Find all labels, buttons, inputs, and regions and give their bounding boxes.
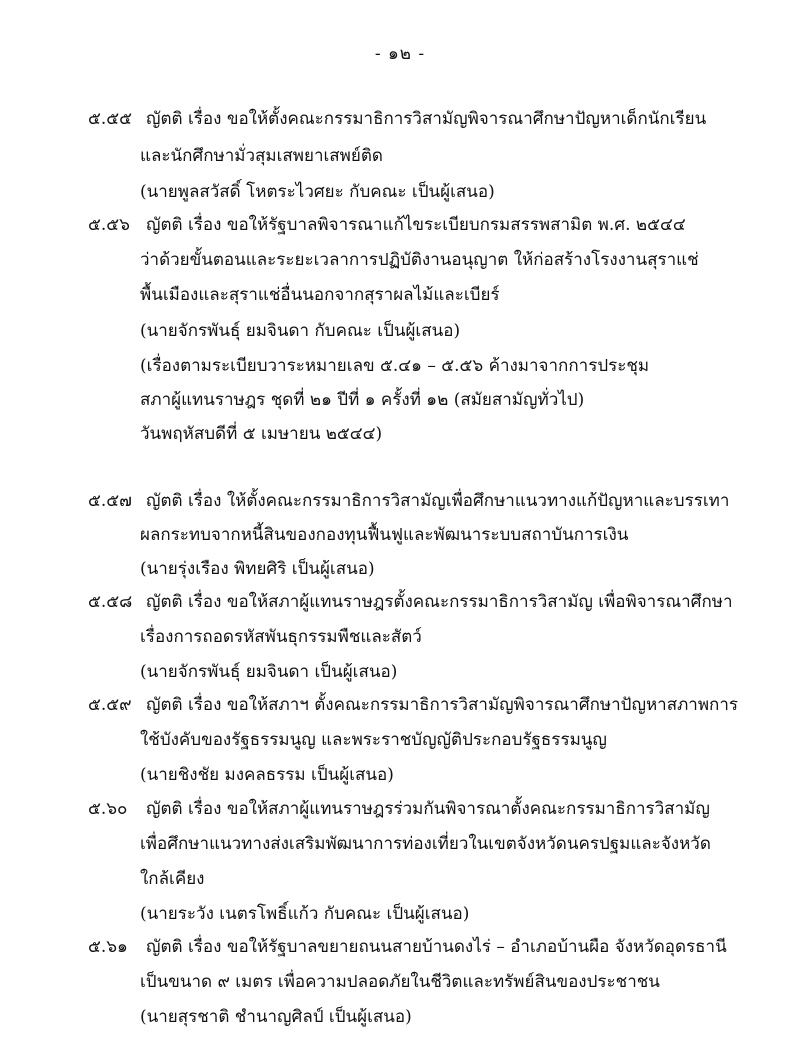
agenda-item-proposer: (นายระวัง เนตรโพธิ์แก้ว กับคณะ เป็นผู้เสนอ) xyxy=(140,904,470,924)
agenda-item-number: ๕.๖๐ xyxy=(88,799,128,819)
agenda-item-line: ญัตติ เรื่อง ให้ตั้งคณะกรรมาธิการวิสามัญเพื่อศึกษาแนวทางแก้ปัญหาและบรรเทา xyxy=(146,491,730,511)
agenda-note-line: สภาผู้แทนราษฎร ชุดที่ ๒๑ ปีที่ ๑ ครั้งที่ ๑๒ (สมัยสามัญทั่วไป) xyxy=(140,390,585,410)
agenda-item-number: ๕.๕๕ xyxy=(88,109,133,129)
agenda-item-number: ๕.๕๘ xyxy=(88,592,133,612)
agenda-item-number: ๕.๖๑ xyxy=(88,937,128,957)
agenda-item-proposer: (นายจักรพันธุ์ ยมจินดา เป็นผู้เสนอ) xyxy=(140,662,398,682)
agenda-item-line: และนักศึกษามั่วสุมเสพยาเสพย์ติด xyxy=(140,146,383,166)
agenda-item-line: ว่าด้วยขั้นตอนและระยะเวลาการปฏิบัติงานอนุญาต ให้ก่อสร้างโรงงานสุราแช่ xyxy=(140,250,699,270)
agenda-item-proposer: (นายสุรชาติ ชำนาญศิลป์ เป็นผู้เสนอ) xyxy=(140,1007,412,1027)
agenda-item-line: ผลกระทบจากหนี้สินของกองทุนฟื้นฟูและพัฒนาระบบสถาบันการเงิน xyxy=(140,525,629,545)
agenda-item-line: ใช้บังคับของรัฐธรรมนูญ และพระราชบัญญัติประกอบรัฐธรรมนูญ xyxy=(140,730,607,750)
agenda-item-line: ญัตติ เรื่อง ขอให้สภาผู้แทนราษฎรร่วมกันพิจารณาตั้งคณะกรรมาธิการวิสามัญ xyxy=(146,799,710,819)
page-number: - ๑๒ - xyxy=(374,44,426,64)
agenda-item-line: เป็นขนาด ๙ เมตร เพื่อความปลอดภัยในชีวิตและทรัพย์สินของประชาชน xyxy=(140,972,660,992)
agenda-item-number: ๕.๕๗ xyxy=(88,491,132,511)
agenda-item-line: พื้นเมืองและสุราแช่อื่นนอกจากสุราผลไม้และเบียร์ xyxy=(140,285,500,305)
agenda-item-line: ใกล้เคียง xyxy=(140,869,205,889)
agenda-note-line: วันพฤหัสบดีที่ ๕ เมษายน ๒๕๔๔) xyxy=(140,424,383,444)
agenda-item-line: ญัตติ เรื่อง ขอให้ตั้งคณะกรรมาธิการวิสามัญพิจารณาศึกษาปัญหาเด็กนักเรียน xyxy=(146,109,707,129)
agenda-item-line: ญัตติ เรื่อง ขอให้สภาผู้แทนราษฎรตั้งคณะกรรมาธิการวิสามัญ เพื่อพิจารณาศึกษา xyxy=(146,592,733,612)
agenda-item-line: เพื่อศึกษาแนวทางส่งเสริมพัฒนาการท่องเที่ยวในเขตจังหวัดนครปฐมและจังหวัด xyxy=(140,834,711,854)
agenda-note-line: (เรื่องตามระเบียบวาระหมายเลข ๕.๔๑ – ๕.๕๖ ค้างมาจากการประชุม xyxy=(140,356,650,376)
agenda-item-line: ญัตติ เรื่อง ขอให้รัฐบาลพิจารณาแก้ไขระเบียบกรมสรรพสามิต พ.ศ. ๒๕๔๔ xyxy=(146,215,686,235)
agenda-item-number: ๕.๕๙ xyxy=(88,695,132,715)
agenda-item-proposer: (นายจักรพันธุ์ ยมจินดา กับคณะ เป็นผู้เสนอ) xyxy=(140,321,461,341)
agenda-item-line: ญัตติ เรื่อง ขอให้รัฐบาลขยายถนนสายบ้านดงไร่ – อำเภอบ้านผือ จังหวัดอุดรธานี xyxy=(146,937,727,957)
agenda-item-line: เรื่องการถอดรหัสพันธุกรรมพืชและสัตว์ xyxy=(140,627,422,647)
agenda-item-proposer: (นายรุ่งเรือง พิทยศิริ เป็นผู้เสนอ) xyxy=(140,559,375,579)
agenda-item-number: ๕.๕๖ xyxy=(88,215,130,235)
agenda-item-line: ญัตติ เรื่อง ขอให้สภาฯ ตั้งคณะกรรมาธิการวิสามัญพิจารณาศึกษาปัญหาสภาพการ xyxy=(146,695,738,715)
agenda-item-proposer: (นายพูลสวัสดิ์ โหตระไวศยะ กับคณะ เป็นผู้เสนอ) xyxy=(140,182,495,202)
agenda-item-proposer: (นายชิงชัย มงคลธรรม เป็นผู้เสนอ) xyxy=(140,765,394,785)
